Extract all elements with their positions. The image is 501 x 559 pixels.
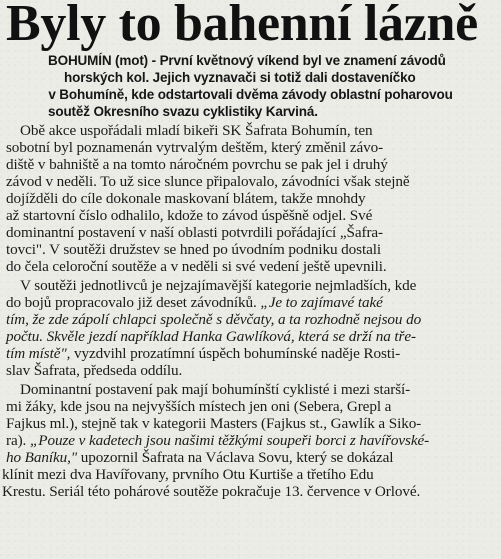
quote-run: tím místě", [6,345,71,362]
paragraph-2 [0,277,501,379]
text-line: Krestu. Seriál této pohárové soutěže pokračuje 13. července v Orlové. [2,483,421,500]
article-headline: Byly to bahenní lázně [6,0,478,52]
text-line: dojížděli do cíle dokonale maskovaní blátem, takže mnohdy [6,190,366,207]
text-line: Fajkus ml.), stejně tak v kategorii Masters (Fajkus st., Gawlík a Siko- [6,415,422,432]
article-body [0,52,501,500]
text-run: do bojů propracovalo již deset závodníků. [6,294,261,311]
text-line: dominantní postavení v naší oblasti potvrdili pořádající „Šafra- [6,224,383,241]
text-line: Obě akce uspořádali mladí bikeři SK Šafrata Bohumín, ten [20,122,373,139]
text-line: Dominantní postavení pak mají bohumínští cyklisté i mezi starší- [20,381,411,398]
lead-line: BOHUMÍN (mot) - První květnový víkend byl ve znamení závodů [48,53,446,68]
text-line: klínit mezi dva Havířovany, prvního Otu Kurtiše a třetího Edu [2,466,374,483]
quote-line: tím, že zde zápolí chlapci společně s děvčaty, a ta rozhodně nejsou do [6,311,422,328]
quote-run: „Je to zajímavé také [260,294,383,311]
text-line [0,294,501,311]
article-lead [0,52,501,120]
text-line [0,449,501,466]
text-line: V soutěži jednotlivců je nejzajímavější kategorie nejmladších, kde [20,277,417,294]
lead-line: v Bohumíně, kde odstartovali dvěma závody oblastní poharovou [48,87,453,102]
lead-line: horských kol. Jejich vyznavači si totiž dali dostaveníčko [64,70,416,85]
text-line: až startovní číslo odhalilo, kdože to závod úspěšně odjel. Své [6,207,373,224]
text-line: do čela celoroční soutěže a v neděli si své vedení ještě upevnili. [6,258,387,275]
text-line: slav Šafrata, předseda oddílu. [6,362,183,379]
lead-line: soutěž Okresního svazu cyklistiky Karviná. [48,104,318,119]
text-line: diště v bahniště a na tomto náročném povrchu se pak jel i druhý [6,156,388,173]
quote-line: počtu. Skvěle jezdí například Hanka Gawlíková, která se drží na tře- [6,328,416,345]
quote-run: ho Baníku," [6,449,78,466]
text-line [0,345,501,362]
text-line: závod v neděli. To už sice slunce připalovalo, závodníci však stejně [6,173,410,190]
text-line: tovci". V soutěži družstev se hned po úvodním podniku dostali [6,241,381,258]
paragraph-1 [0,122,501,275]
paragraph-3 [0,381,501,500]
text-run: ra). [6,432,30,449]
quote-run: „Pouze v kadetech jsou našimi těžkými soupeři borci z havířovské- [29,432,430,449]
text-run: upozornil Šafrata na Václava Sovu, který se dokázal [77,449,394,466]
text-line: mi žáky, kde jsou na nejvyšších místech jen oni (Sebera, Grepl a [6,398,392,415]
text-run: vyzdvihl prozatímní úspěch bohumínské naděje Rosti- [70,345,401,362]
text-line: sobotní byl poznamenán vytrvalým deštěm, který změnil závo- [6,139,384,156]
text-line [0,432,501,449]
